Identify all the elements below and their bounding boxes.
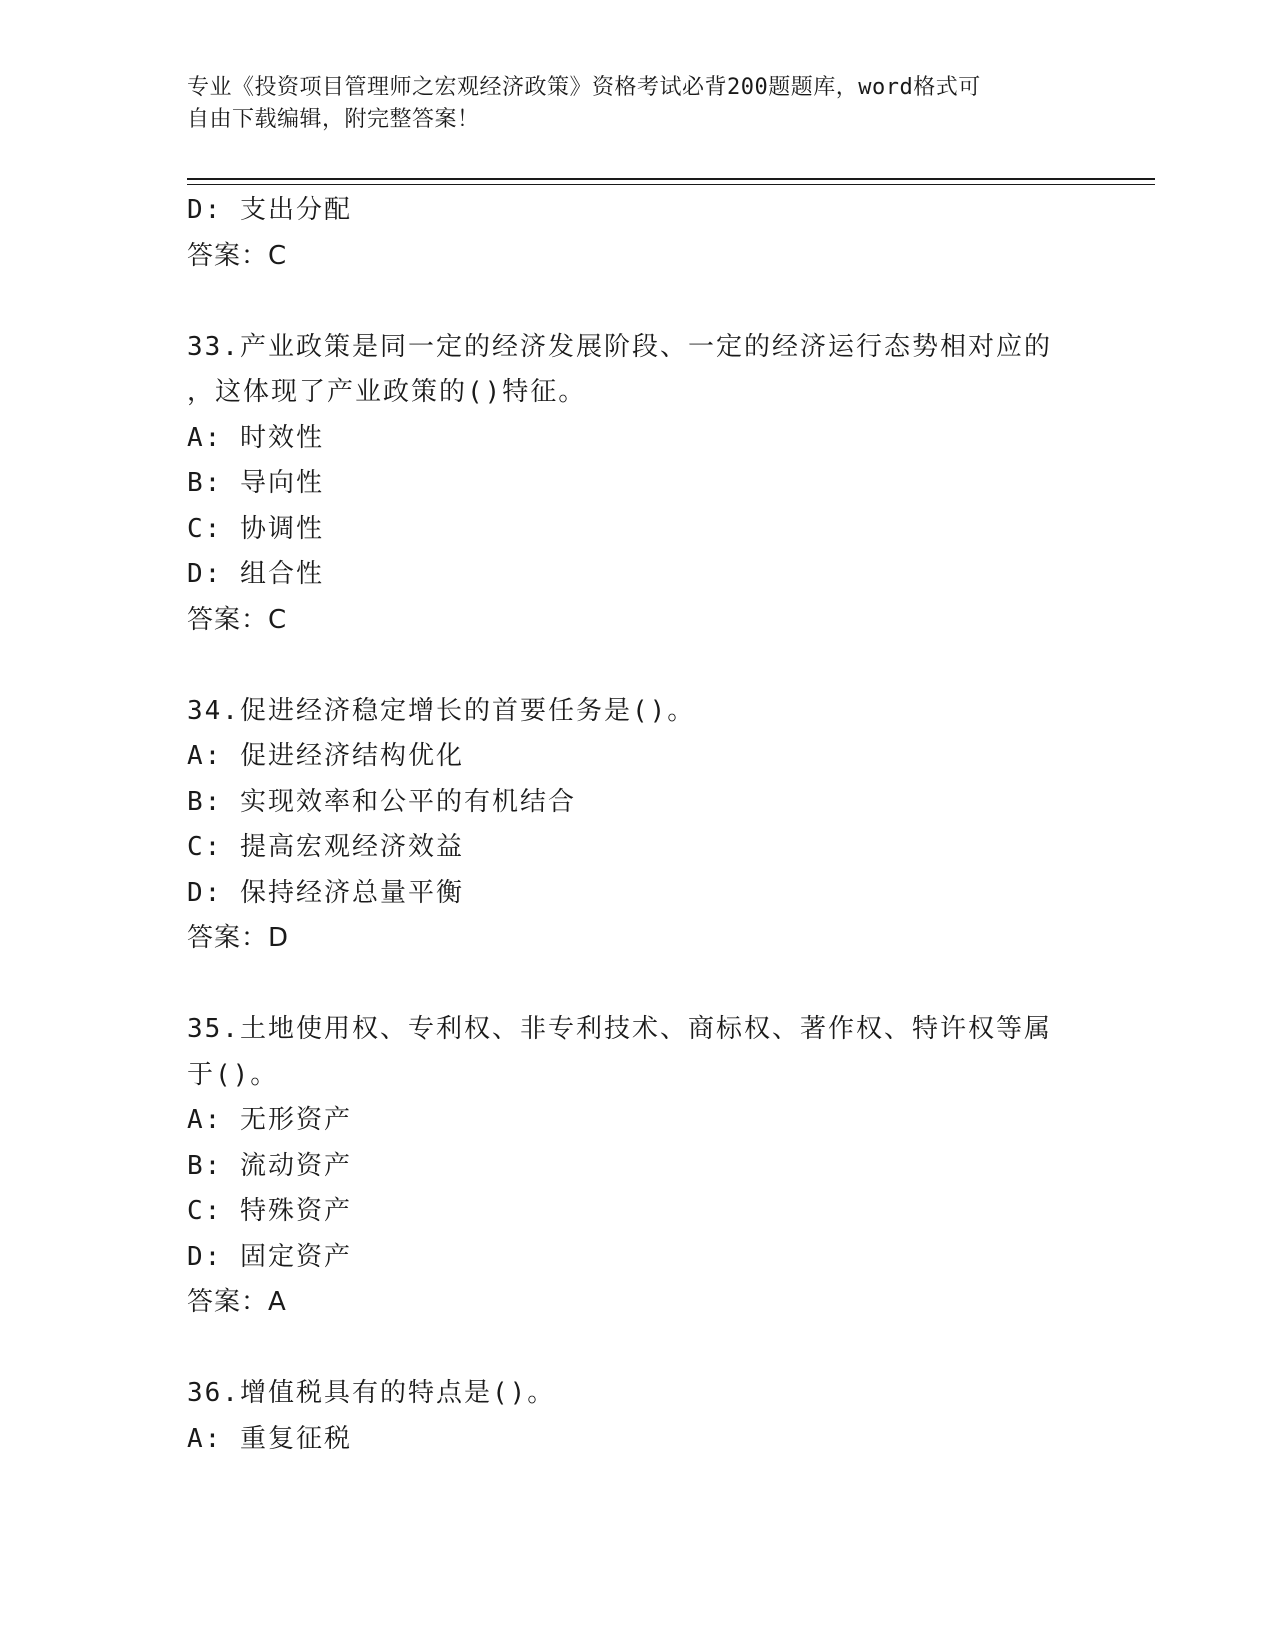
spacer [187,643,1087,689]
document-header [187,72,1067,136]
spacer [187,1326,1087,1372]
question-36 [187,1371,1087,1462]
header-line-2: 自由下载编辑，附完整答案！ [187,107,480,132]
q33-option-b: B: 导向性 [187,468,324,498]
q35-option-b: B: 流动资产 [187,1150,352,1181]
spacer [187,279,1087,325]
q33-stem-line-1: 33.产业政策是同一定的经济发展阶段、一定的经济运行态势相对应的 [187,331,1052,362]
q36-stem-line-1: 36.增值税具有的特点是()。 [187,1378,556,1408]
q35-option-c: C: 特殊资产 [187,1196,352,1226]
q35-answer: 答案：A [187,1287,287,1317]
q33-answer: 答案：C [187,604,288,635]
q33-option-c: C: 协调性 [187,513,324,544]
q34-option-b: B: 实现效率和公平的有机结合 [187,786,576,817]
q33-stem-line-2: ，这体现了产业政策的()特征。 [187,377,587,407]
q35-stem-line-2: 于()。 [187,1059,279,1090]
q34-answer: 答案：D [187,923,290,953]
header-rule-thin [187,184,1155,185]
q33-option-d: D: 组合性 [187,559,324,589]
question-35 [187,1007,1087,1326]
q34-option-a: A: 促进经济结构优化 [187,741,464,771]
q36-option-a: A: 重复征税 [187,1423,352,1454]
question-33 [187,325,1087,644]
q34-stem-line-1: 34.促进经济稳定增长的首要任务是()。 [187,695,696,726]
q34-option-c: C: 提高宏观经济效益 [187,832,464,862]
header-line-1: 专业《投资项目管理师之宏观经济政策》资格考试必背200题题库，word格式可 [187,75,981,100]
q35-option-a: A: 无形资产 [187,1105,352,1135]
question-list [187,188,1087,1462]
spacer [187,962,1087,1008]
q33-option-a: A: 时效性 [187,422,324,453]
q35-stem-line-1: 35.土地使用权、专利权、非专利技术、商标权、著作权、特许权等属 [187,1014,1052,1044]
header-rule-thick [187,178,1155,180]
q32-answer: 答案：C [187,240,288,271]
q34-option-d: D: 保持经济总量平衡 [187,877,464,908]
q35-option-d: D: 固定资产 [187,1241,352,1272]
q32-option-d: D: 支出分配 [187,195,352,225]
question-34 [187,689,1087,962]
